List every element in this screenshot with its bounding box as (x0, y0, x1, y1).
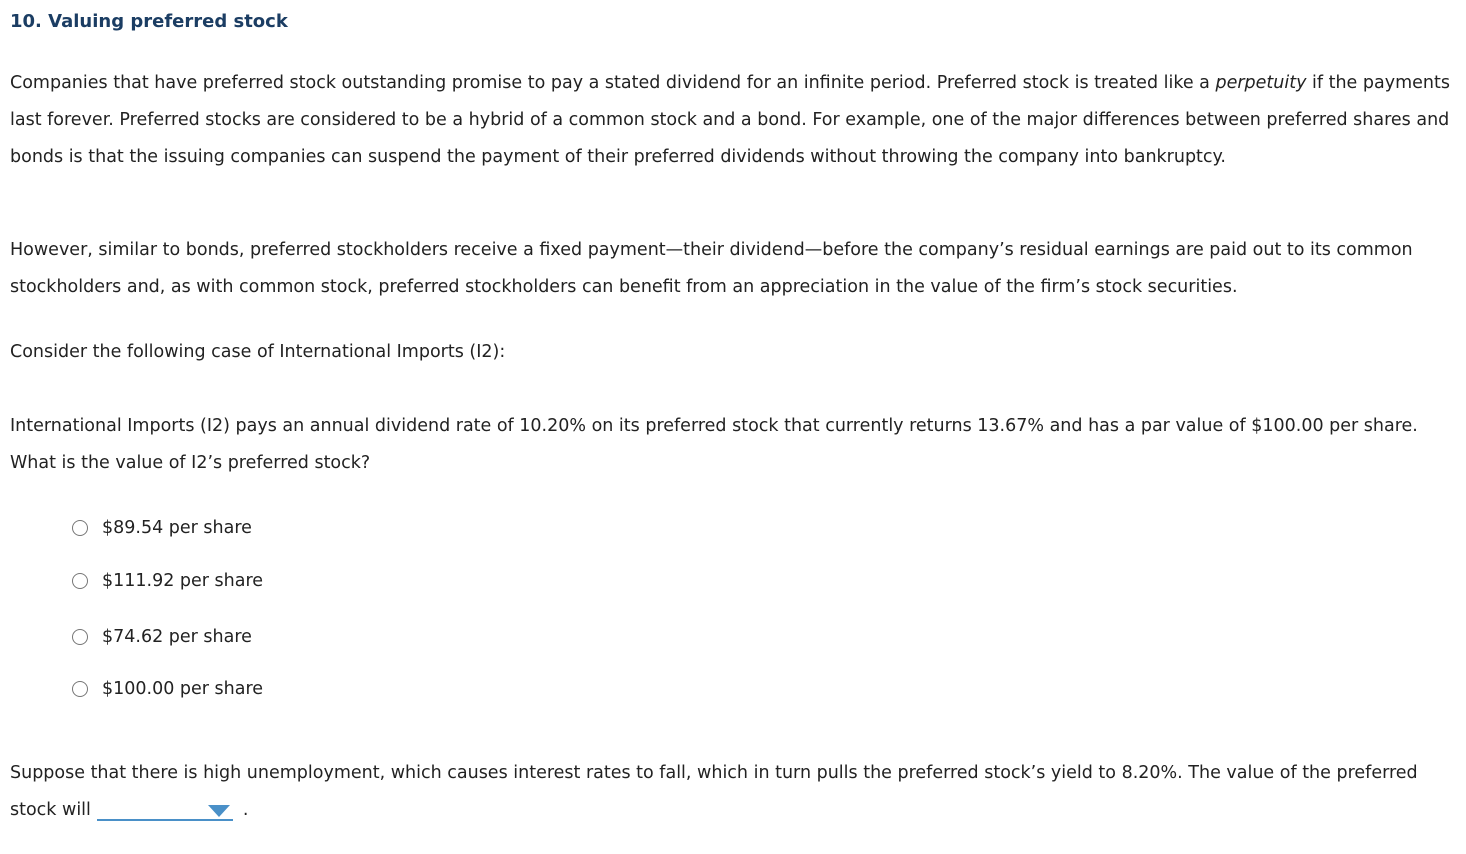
suppose-paragraph (10, 755, 1450, 829)
radio-button[interactable] (72, 520, 88, 536)
consider-paragraph: Consider the following case of International Imports (I2): (10, 342, 506, 362)
option-label: $111.92 per share (102, 571, 264, 591)
answer-option[interactable] (72, 627, 252, 647)
question-title: 10. Valuing preferred stock (10, 11, 288, 32)
option-label: $100.00 per share (102, 679, 264, 699)
answer-option[interactable] (72, 679, 263, 699)
stock-value-dropdown[interactable] (97, 797, 233, 821)
similarity-paragraph: However, similar to bonds, preferred stockholders receive a fixed payment—their dividend—before the company’s residual earnings are paid out to its common stockholders and, as with common stock, preferred stockholders can benefit from an appreciation in the value of the firm’s stock securities. (10, 240, 1413, 297)
intro-text-a: Companies that have preferred stock outstanding promise to pay a stated dividend for an infinite period. Preferred stock is treated like a (10, 73, 1216, 93)
suppose-period: . (242, 800, 249, 820)
dropdown-arrow-icon[interactable] (208, 805, 230, 817)
answer-option[interactable] (72, 571, 263, 591)
intro-text-b: if the payments last forever. Preferred stocks are considered to be a hybrid of a common stock and a bond. For example, one of the major differences between preferred shares and bonds is that the issuing companies can suspend the payment of their preferred dividends without throwing the company into bankruptcy. (10, 73, 1450, 167)
answer-option[interactable] (72, 518, 252, 538)
option-label: $89.54 per share (102, 518, 252, 538)
case-paragraph: International Imports (I2) pays an annual dividend rate of 10.20% on its preferred stock that currently returns 13.67% and has a par value of $100.00 per share. What is the value of I2’s preferred stock? (10, 416, 1418, 473)
radio-button[interactable] (72, 629, 88, 645)
perpetuity-term: perpetuity (1215, 73, 1307, 93)
option-label: $74.62 per share (102, 627, 252, 647)
radio-button[interactable] (72, 681, 88, 697)
suppose-text: Suppose that there is high unemployment, which causes interest rates to fall, which in turn pulls the preferred stock’s yield to 8.20%. The value of the preferred stock will (10, 763, 1418, 820)
radio-button[interactable] (72, 573, 88, 589)
intro-paragraph (10, 65, 1450, 176)
